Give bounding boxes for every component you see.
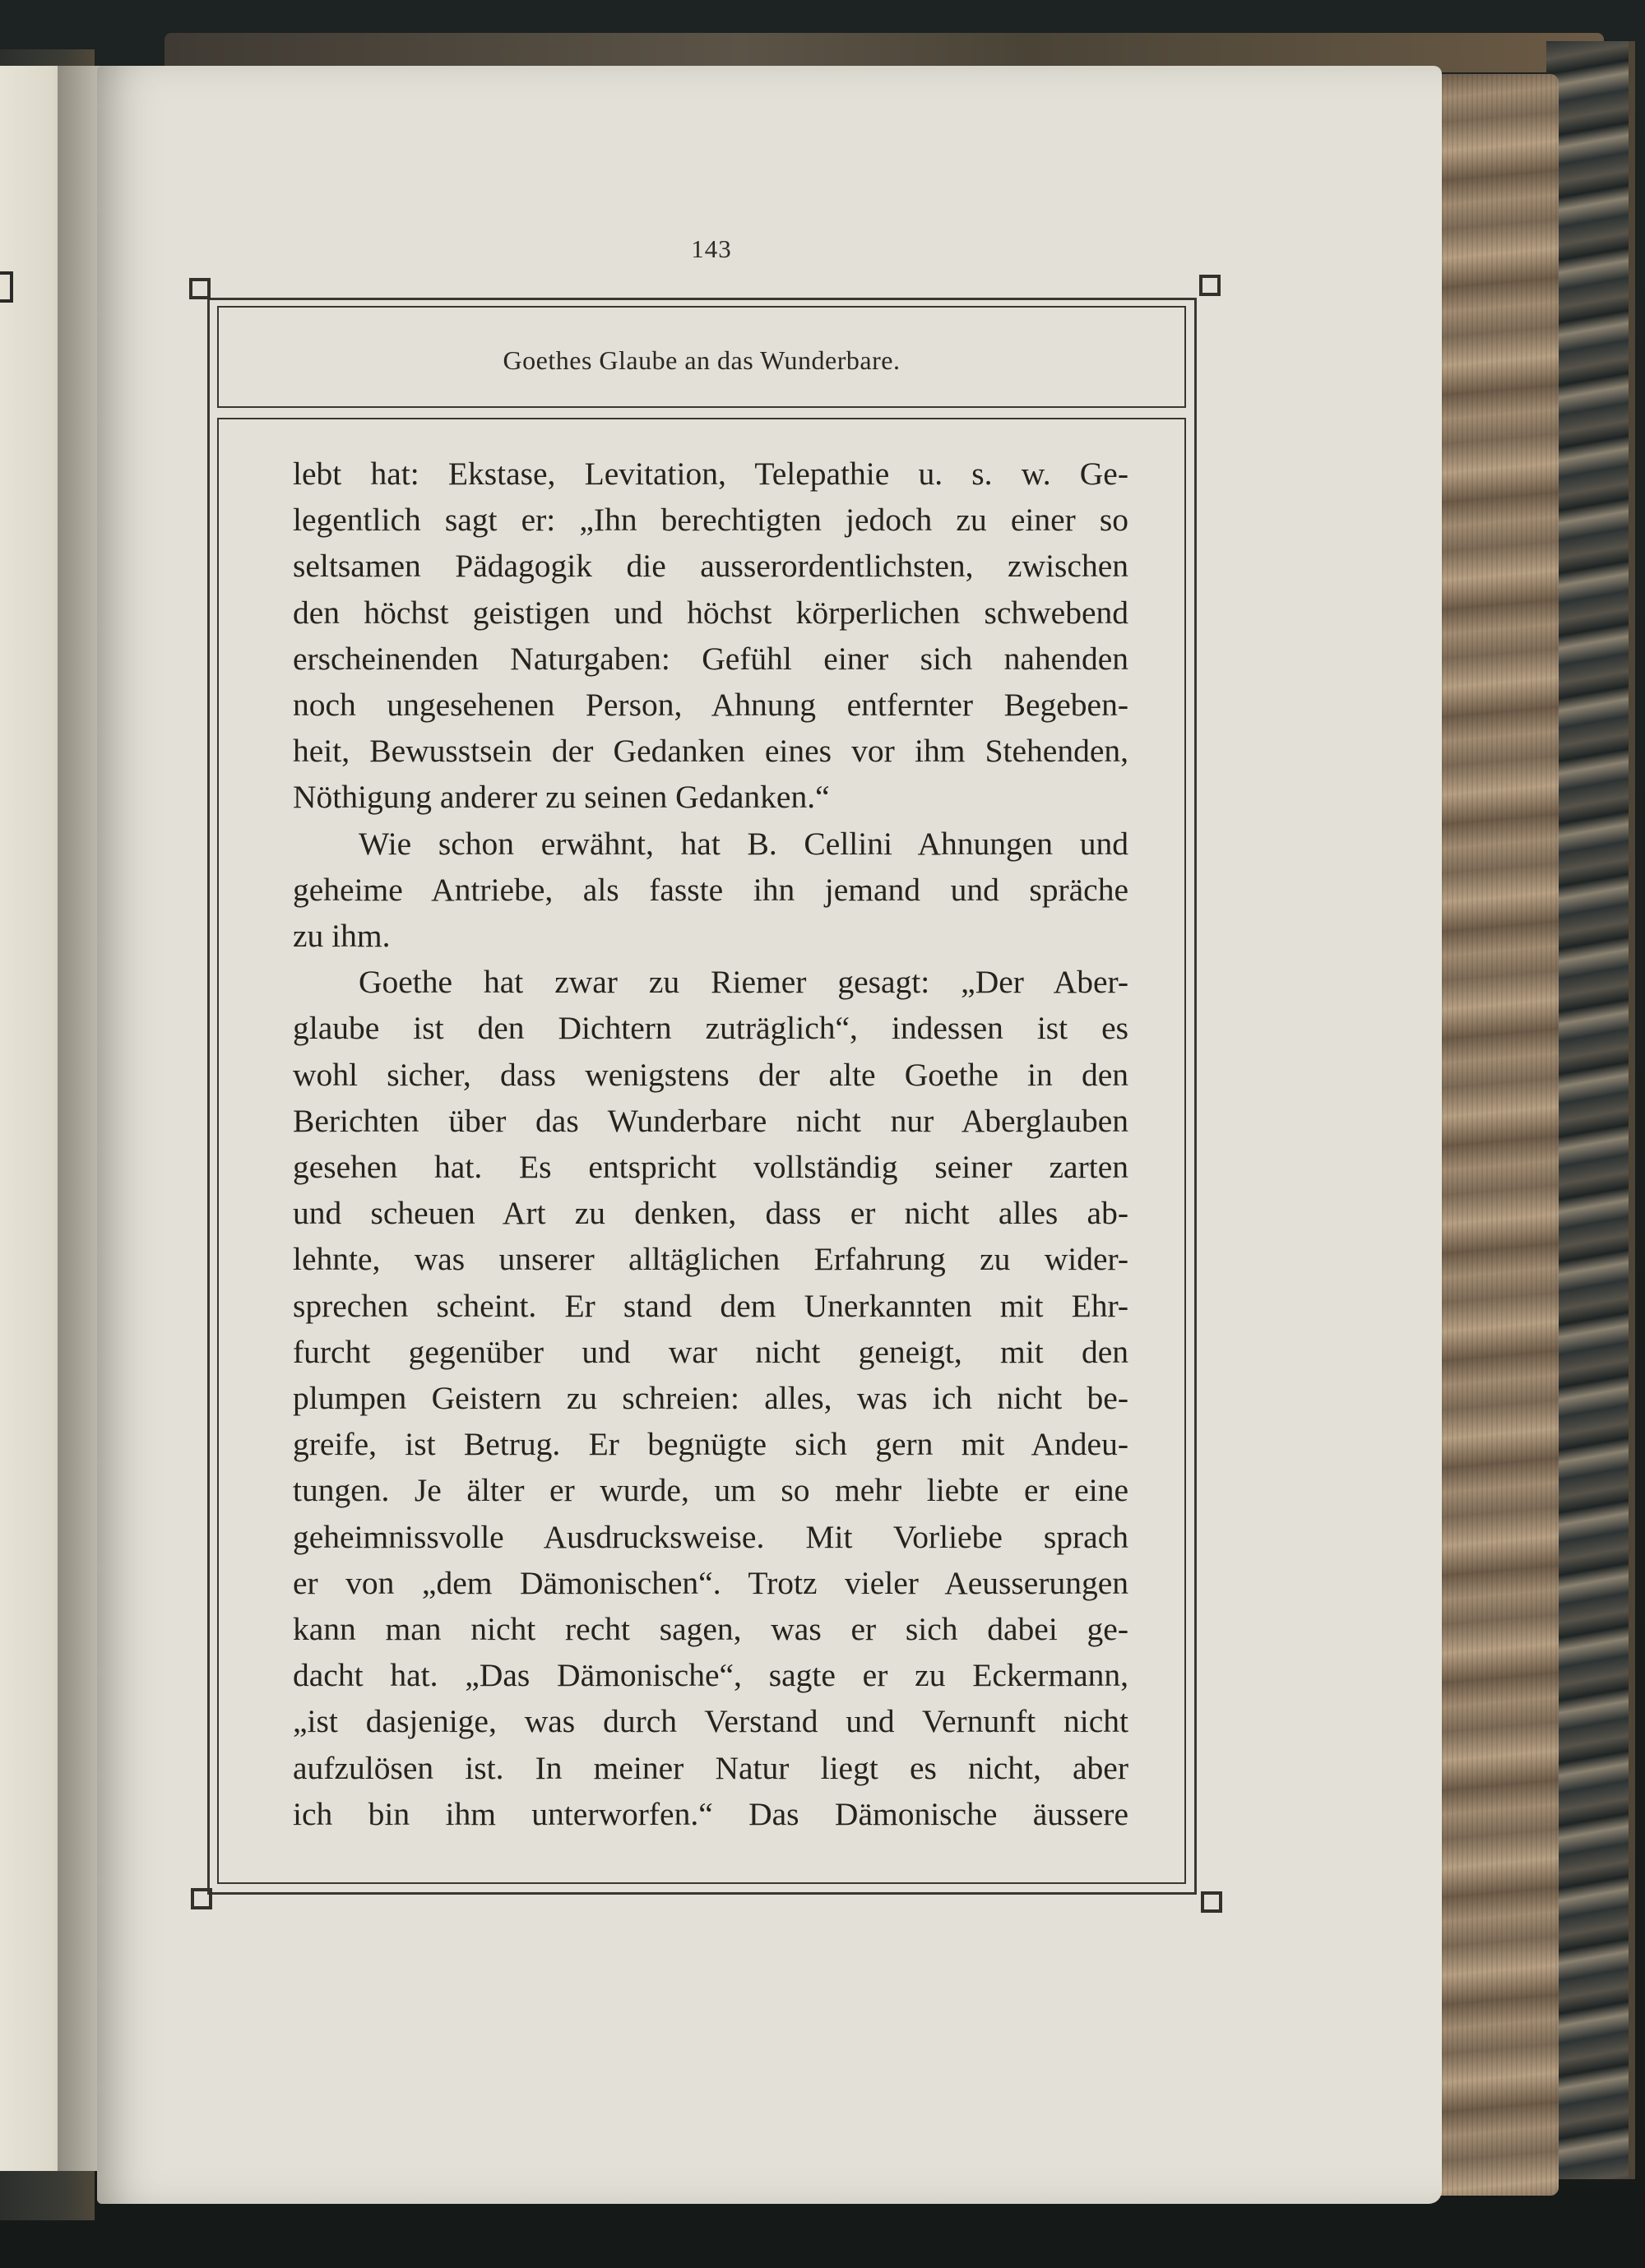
text-line: er von „dem Dämonischen“. Trotz vieler Aeusserungen <box>293 1564 1128 1601</box>
frame-corner-bottom-right <box>1201 1891 1222 1913</box>
text-line: geheimnissvolle Ausdrucksweise. Mit Vorliebe sprach <box>293 1518 1128 1555</box>
text-line: gesehen hat. Es entspricht vollständig seiner zarten <box>293 1149 1128 1186</box>
text-line: noch ungesehenen Person, Ahnung entfernter Begeben- <box>293 687 1128 724</box>
text-line: kann man nicht recht sagen, was er sich dabei ge- <box>293 1611 1128 1648</box>
text-line: Berichten über das Wunderbare nicht nur Aberglauben <box>293 1102 1128 1139</box>
text-line: zu ihm. <box>293 918 391 955</box>
frame-right-rule <box>1194 298 1197 1895</box>
frame-corner-top-right <box>1199 275 1221 296</box>
left-page-frame-corner <box>0 271 13 303</box>
text-line: legentlich sagt er: „Ihn berechtigten jedoch zu einer so <box>293 502 1128 539</box>
text-line: ich bin ihm unterworfen.“ Das Dämonische äussere <box>293 1795 1128 1832</box>
frame-left-rule <box>207 298 210 1895</box>
frame-corner-bottom-left <box>191 1888 212 1909</box>
frame-corner-top-left <box>189 278 211 299</box>
text-line: aufzulösen ist. In meiner Natur liegt es nicht, aber <box>293 1749 1128 1786</box>
text-line: dacht hat. „Das Dämonische“, sagte er zu Eckermann, <box>293 1657 1128 1694</box>
text-line: geheime Antriebe, als fasste ihn jemand und spräche <box>293 871 1128 908</box>
text-line: furcht gegenüber und war nicht geneigt, mit den <box>293 1333 1128 1370</box>
text-line: sprechen scheint. Er stand dem Unerkannten mit Ehr- <box>293 1287 1128 1324</box>
page-number: 143 <box>691 234 732 263</box>
text-line: seltsamen Pädagogik die ausserordentlichsten, zwischen <box>293 548 1128 585</box>
text-line: lebt hat: Ekstase, Levitation, Telepathie u. s. w. Ge- <box>293 456 1128 492</box>
text-line: lehnte, was unserer alltäglichen Erfahrung zu wider- <box>293 1241 1128 1278</box>
frame-bottom-rule <box>207 1892 1196 1895</box>
text-line: Goethe hat zwar zu Riemer gesagt: „Der Aber- <box>359 964 1128 1001</box>
text-line: Nöthigung anderer zu seinen Gedanken.“ <box>293 779 830 816</box>
text-line: und scheuen Art zu denken, dass er nicht alles ab- <box>293 1195 1128 1232</box>
text-line: „ist dasjenige, was durch Verstand und Vernunft nicht <box>293 1703 1128 1740</box>
marbled-cover <box>1546 41 1635 2179</box>
body-text <box>293 451 1128 1837</box>
text-line: plumpen Geistern zu schreien: alles, was ich nicht be- <box>293 1380 1128 1417</box>
text-line: tungen. Je älter er wurde, um so mehr liebte er eine <box>293 1472 1128 1509</box>
text-line: greife, ist Betrug. Er begnügte sich gern mit Andeu- <box>293 1426 1128 1463</box>
text-line: wohl sicher, dass wenigstens der alte Goethe in den <box>293 1056 1128 1093</box>
running-head: Goethes Glaube an das Wunderbare. <box>503 345 901 375</box>
text-line: den höchst geistigen und höchst körperlichen schwebend <box>293 594 1128 631</box>
text-line: erscheinenden Naturgaben: Gefühl einer sich nahenden <box>293 640 1128 677</box>
text-line: Wie schon erwähnt, hat B. Cellini Ahnungen und <box>359 825 1128 862</box>
text-line: glaube ist den Dichtern zuträglich“, indessen ist es <box>293 1010 1128 1047</box>
frame-top-rule <box>207 298 1196 300</box>
page-fore-edge <box>1427 74 1559 2196</box>
text-line: heit, Bewusstsein der Gedanken eines vor ihm Stehenden, <box>293 733 1128 770</box>
